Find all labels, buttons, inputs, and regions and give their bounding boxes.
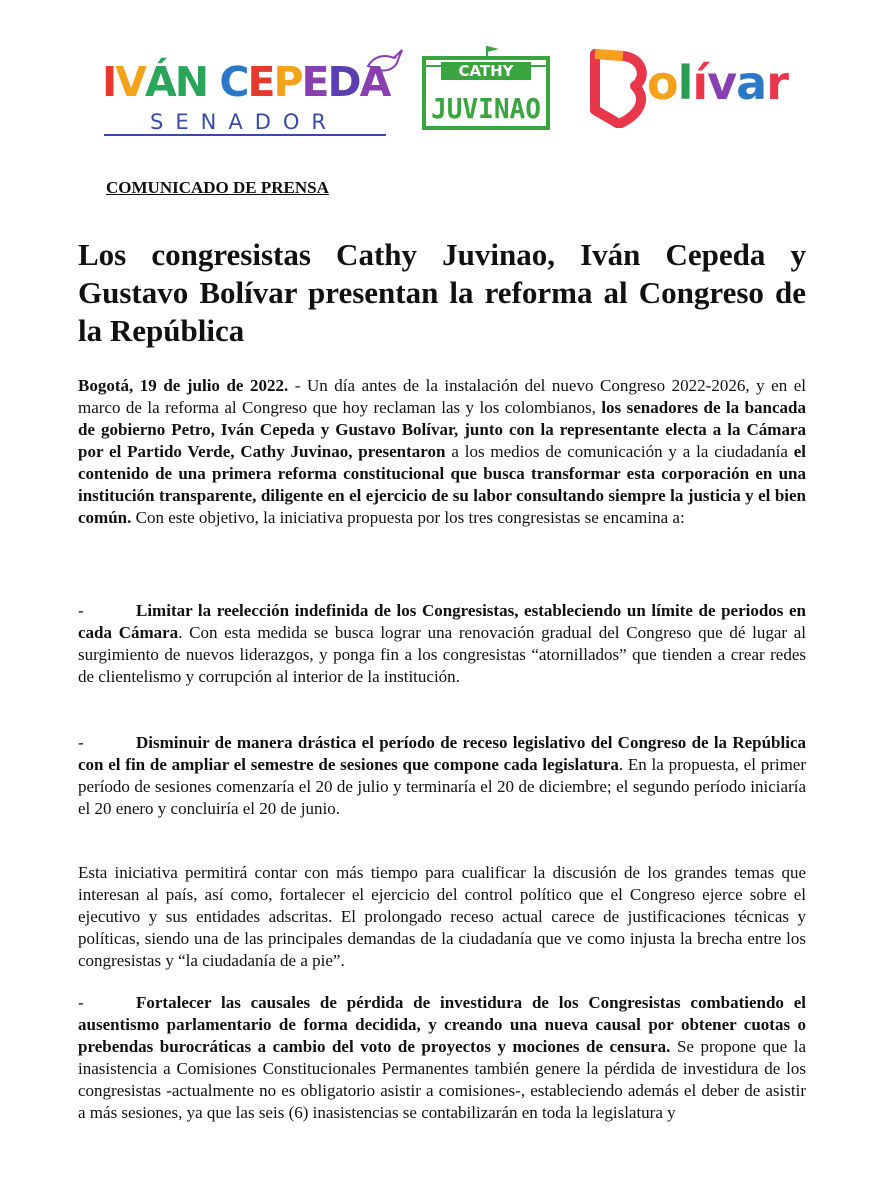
cathy-logo-line1: CATHY bbox=[458, 62, 514, 80]
bullet-dash: - bbox=[78, 601, 84, 620]
bolivar-letter: a bbox=[736, 56, 767, 110]
bolivar-letter: í bbox=[692, 56, 708, 110]
intro-bold-3: el contenido de una primera reforma constitucional que busca transformar esta corporación en una institución transparente, diligente en el ejercicio de su labor consultando siempre la justicia y el bien común. bbox=[78, 442, 806, 527]
dove-icon bbox=[364, 46, 404, 78]
cepeda-logo-subtitle: SENADOR bbox=[150, 110, 338, 134]
bolivar-letter: v bbox=[707, 56, 737, 110]
bolivar-letter: o bbox=[647, 56, 678, 110]
bullet-item-investiture bbox=[78, 992, 806, 1124]
intro-text-3: Con este objetivo, la iniciativa propuesta por los tres congresistas se encamina a: bbox=[131, 508, 685, 527]
cepeda-letter: E bbox=[247, 58, 274, 106]
bullet-dash: - bbox=[78, 733, 84, 752]
bullet-bold: Limitar la reelección indefinida de los Congresistas, estableciendo un límite de periodos en cada Cámara bbox=[78, 601, 806, 642]
ivan-cepeda-senador-logo bbox=[102, 46, 398, 136]
cepeda-letter: I bbox=[102, 58, 116, 106]
dateline: Bogotá, 19 de julio de 2022. bbox=[78, 376, 289, 395]
cepeda-letter: Á bbox=[145, 58, 175, 106]
intro-paragraph bbox=[78, 375, 806, 529]
press-release-label: COMUNICADO DE PRENSA bbox=[106, 178, 329, 197]
cathy-logo-line2: JUVINAO bbox=[431, 92, 541, 125]
cepeda-logo-name bbox=[102, 58, 390, 106]
bullet-bold: Fortalecer las causales de pérdida de investidura de los Congresistas combatiendo el ausentismo parlamentario de forma decidida, y creando una nueva causal por obtener cuotas o prebendas burocráticas a cambio del voto de proyectos y mociones de censura. bbox=[78, 993, 806, 1056]
bolivar-letter: l bbox=[677, 56, 693, 110]
cathy-juvinao-logo bbox=[421, 44, 551, 132]
heart-b-icon bbox=[583, 48, 653, 128]
bullet-text: Se propone que la inasistencia a Comisiones Constitucionales Permanentes también genere la pérdida de investidura de los congresistas -actualmente no es obligatorio asistir a comisiones-, estableciendo además el deber de asistir a más sesiones, ya que las seis (6) inasistencias se contabilizarán en toda la legislatura y bbox=[78, 1037, 806, 1122]
cepeda-logo-underline bbox=[104, 134, 386, 136]
intro-text-2: a los medios de comunicación y a la ciudadanía bbox=[445, 442, 794, 461]
bolivar-letter: r bbox=[766, 56, 788, 110]
cepeda-letter: E bbox=[301, 58, 328, 106]
intro-bold-2: los senadores de la bancada de gobierno Petro, Iván Cepeda y Gustavo Bolívar, junto con la representante electa a la Cámara por el Partido Verde, Cathy Juvinao, presentaron bbox=[78, 398, 806, 461]
bolivar-logo-text bbox=[647, 56, 788, 110]
bullet-bold: Disminuir de manera drástica el período de receso legislativo del Congreso de la República con el fin de ampliar el semestre de sesiones que compone cada legislatura bbox=[78, 733, 806, 774]
headline: Los congresistas Cathy Juvinao, Iván Cepeda y Gustavo Bolívar presentan la reforma al Congreso de la República bbox=[78, 237, 806, 348]
bullet-dash: - bbox=[78, 993, 84, 1012]
cepeda-letter: A bbox=[359, 58, 390, 106]
bolivar-logo bbox=[583, 48, 827, 128]
bullet-item-reelection bbox=[78, 600, 806, 688]
cepeda-letter: N bbox=[174, 58, 208, 106]
bullet-text: . Con esta medida se busca lograr una renovación gradual del Congreso que dé lugar al surgimiento de nuevos liderazgos, y ponga fin a los congresistas “atornillados” que tienden a crear redes de clientelismo y corrupción al interior de la institución. bbox=[78, 623, 806, 686]
cepeda-letter: V bbox=[115, 58, 145, 106]
cepeda-letter: P bbox=[273, 58, 302, 106]
cepeda-letter: D bbox=[327, 58, 360, 106]
logo-bar bbox=[0, 40, 872, 140]
cepeda-letter: C bbox=[207, 58, 248, 106]
bullet-item-recess bbox=[78, 732, 806, 820]
bullet-text: . En la propuesta, el primer período de sesiones comenzaría el 20 de julio y terminaría el 20 de diciembre; el segundo período iniciaría el 20 enero y concluiría el 20 de junio. bbox=[78, 755, 807, 818]
intro-text-1: - Un día antes de la instalación del nuevo Congreso 2022-2026, y en el marco de la reforma al Congreso que hoy reclaman las y los colombianos, bbox=[78, 376, 807, 417]
body-paragraph: Esta iniciativa permitirá contar con más tiempo para cualificar la discusión de los grandes temas que interesan al país, así como, fortalecer el ejercicio del control político que el Congreso ejerce sobre el ejecutivo y sus entidades adscritas. El prolongado receso actual carece de justificaciones técnicas y políticas, siendo una de las principales demandas de la ciudadanía que ve como injusta la brecha entre los congresistas y “la ciudadanía de a pie”. bbox=[78, 863, 806, 970]
